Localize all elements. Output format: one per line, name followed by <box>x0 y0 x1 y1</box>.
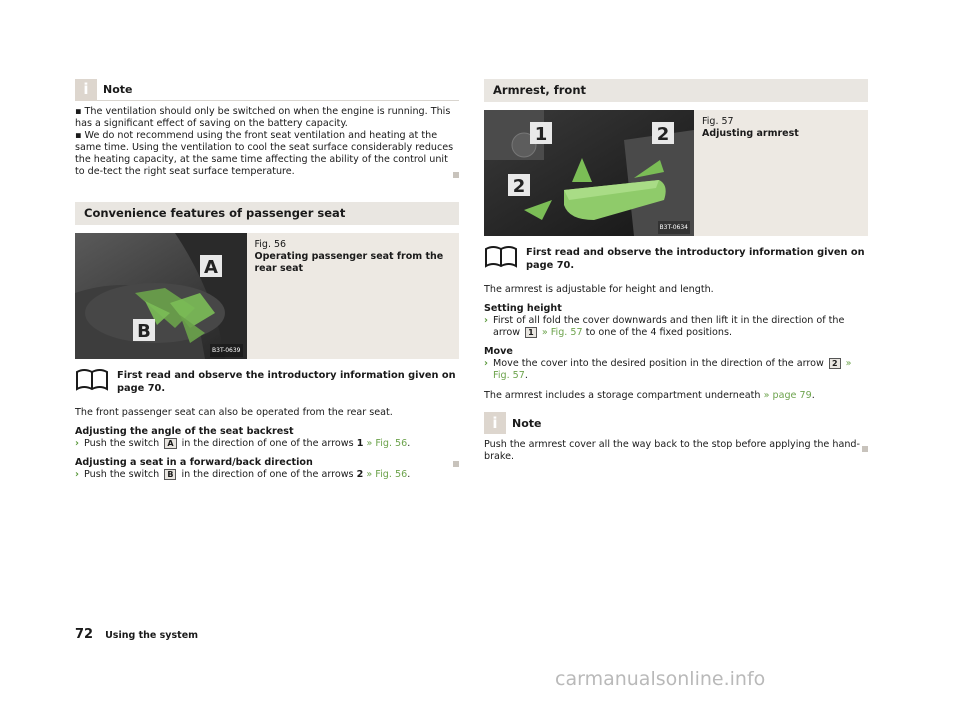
instruction-move: › Move the cover into the desired position in the direction of the arrow 2 » Fig. 57. <box>484 358 852 381</box>
image-number-1: 1 <box>534 124 548 145</box>
figure-reference-link[interactable]: » Fig. 57 <box>541 327 583 338</box>
figure-caption-text: Adjusting armrest <box>702 128 799 139</box>
section-title: Armrest, front <box>484 79 868 102</box>
storage-text: The armrest includes a storage compartment underneath » page 79. <box>484 390 815 401</box>
image-number-2: 2 <box>656 124 670 145</box>
figure-reference-link[interactable]: » Fig. 57 <box>493 358 852 381</box>
intro-text: The front passenger seat can also be operated from the rear seat. <box>75 407 393 418</box>
figure-reference-link[interactable]: » Fig. 56 <box>366 469 408 480</box>
page-footer <box>75 628 198 642</box>
section-end-mark <box>453 461 459 467</box>
watermark: carmanualsonline.info <box>555 668 766 690</box>
figure-caption <box>694 110 807 236</box>
image-letter-a: A <box>204 257 218 278</box>
arrow-key-2: 2 <box>829 358 841 369</box>
subheading-forward-back: Adjusting a seat in a forward/back direction <box>75 457 313 468</box>
page-reference-link[interactable]: » page 79 <box>763 390 812 401</box>
image-code: B3T-0634 <box>658 221 690 234</box>
note-paragraph-2: ▪ We do not recommend using the front seat ventilation and heating at the same time. Using the ventilation to cool the seat surface considerably reduces the heating capacity, at the same time affecting the ability of the control unit to de-tect the right seat surface temperature. <box>75 130 454 177</box>
read-first-notice <box>75 367 459 395</box>
image-number-2: 2 <box>512 176 526 197</box>
bullet-arrow-icon: › <box>484 358 488 369</box>
image-letter-b: B <box>137 321 151 342</box>
intro-text: The armrest is adjustable for height and length. <box>484 284 714 295</box>
subheading-height: Setting height <box>484 303 562 314</box>
section-end-mark <box>862 446 868 452</box>
switch-key-a: A <box>164 438 176 449</box>
note-header <box>484 412 868 434</box>
instruction-forward-back: › Push the switch B in the direction of one of the arrows 2 » Fig. 56. <box>75 469 411 480</box>
bullet-arrow-icon: › <box>75 438 79 449</box>
section-title: Convenience features of passenger seat <box>75 202 459 225</box>
subheading-move: Move <box>484 346 513 357</box>
seat-illustration <box>75 233 247 359</box>
armrest-illustration <box>484 110 694 236</box>
subheading-backrest: Adjusting the angle of the seat backrest <box>75 426 294 437</box>
figure-caption-text: Operating passenger seat from the rear seat <box>254 251 444 274</box>
figure-label: Fig. 56 <box>254 239 287 250</box>
figure-image <box>75 233 247 359</box>
footer-label: Using the system <box>105 630 199 641</box>
section-end-mark <box>453 172 459 178</box>
note-paragraph: Push the armrest cover all the way back to the stop before applying the hand-brake. <box>484 439 860 462</box>
figure-56 <box>75 233 459 359</box>
note-paragraph-1: ▪ The ventilation should only be switched on when the engine is running. This has a significant effect of saving on the battery capacity. <box>75 106 451 129</box>
note-title: Note <box>512 416 542 430</box>
figure-caption <box>247 233 460 359</box>
read-first-text: First read and observe the introductory information given on page 70. <box>117 370 456 394</box>
note-header <box>75 79 459 101</box>
image-code: B3T-0639 <box>210 344 242 357</box>
bullet-arrow-icon: › <box>484 315 488 326</box>
instruction-backrest: › Push the switch A in the direction of one of the arrows 1 » Fig. 56. <box>75 438 411 449</box>
note-title: Note <box>103 83 133 96</box>
read-first-notice <box>484 244 868 272</box>
book-icon <box>484 244 518 268</box>
info-icon: i <box>484 412 506 434</box>
switch-key-b: B <box>164 469 176 480</box>
arrow-key-1: 1 <box>525 327 537 338</box>
book-icon <box>75 367 109 391</box>
figure-label: Fig. 57 <box>702 116 734 127</box>
read-first-text: First read and observe the introductory information given on page 70. <box>526 247 865 271</box>
bullet-arrow-icon: › <box>75 469 79 480</box>
instruction-height: › First of all fold the cover downwards and then lift it in the direction of the arrow 1 » Fig. 57 to one of the 4 fixed positions. <box>484 315 845 338</box>
right-column <box>484 79 868 463</box>
figure-image <box>484 110 694 236</box>
info-icon: i <box>75 79 97 101</box>
page-number: 72 <box>75 627 94 642</box>
figure-reference-link[interactable]: » Fig. 56 <box>366 438 408 449</box>
left-column <box>75 79 459 481</box>
figure-57 <box>484 110 868 236</box>
